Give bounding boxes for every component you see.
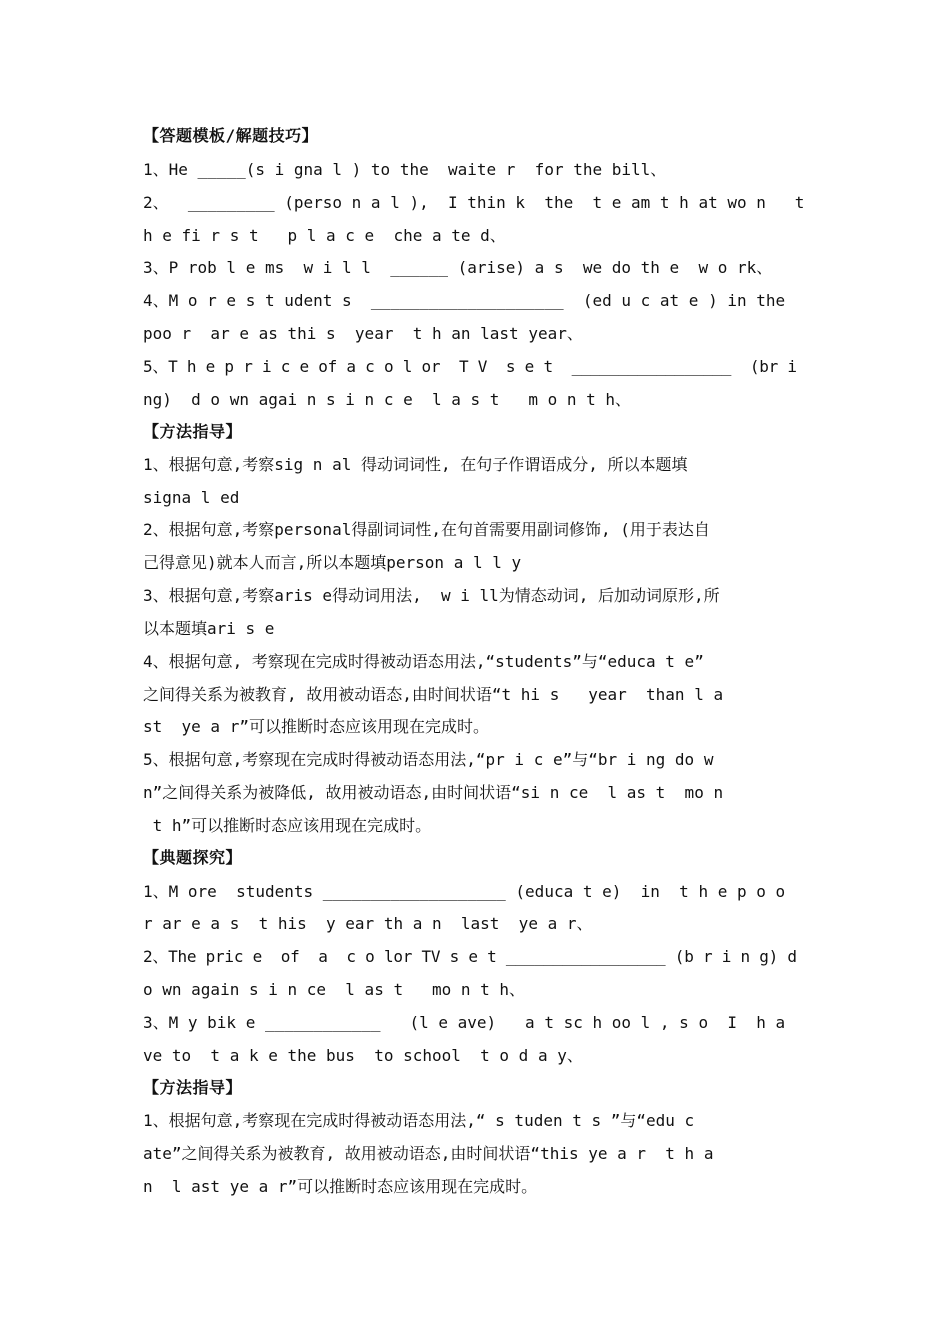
text-line: r ar e a s t his y ear th a n last ye a r、	[143, 914, 593, 933]
text-line: t h”可以推断时态应该用现在完成时。	[143, 816, 432, 835]
text-line: ng) d o wn agai n s i n c e l a s t m o n t h、	[143, 390, 632, 409]
text-line: 之间得关系为被教育, 故用被动语态,由时间状语“t hi s year than l a	[143, 685, 724, 704]
text-line: 3、P rob l e ms w i l l ______ (arise) a s we do th e w o rk、	[143, 258, 773, 277]
text-line: 5、T h e p r i c e of a c o l or T V s e t _________________ (br i	[143, 357, 797, 376]
text-line: ve to t a k e the bus to school t o d a y、	[143, 1046, 583, 1065]
text-line: 1、M ore students ___________________ (educa t e) in t h e p o o	[143, 882, 786, 901]
section-heading: 【方法指导】	[143, 422, 243, 441]
text-line: 2、The pric e of a c o lor TV s e t _________________ (b r i n g) d	[143, 947, 797, 966]
text-line: 1、根据句意,考察sig n al 得动词词性, 在句子作谓语成分, 所以本题填	[143, 455, 688, 474]
section-heading: 【典题探究】	[143, 848, 243, 867]
text-line: h e fi r s t p l a c e che a te d、	[143, 226, 506, 245]
section-heading: 【方法指导】	[143, 1078, 243, 1097]
text-line: 以本题填ari s e	[143, 619, 275, 638]
text-line: 3、M y bik e ____________ (l e ave) a t sc h oo l , s o I h a	[143, 1013, 786, 1032]
text-line: n”之间得关系为被降低, 故用被动语态,由时间状语“si n ce l as t mo n	[143, 783, 724, 802]
text-line: 2、 _________ (perso n a l ), I thin k the t e am t h at wo n t	[143, 193, 805, 212]
text-line: signa l ed	[143, 488, 240, 507]
text-line: 2、根据句意,考察personal得副词词性,在句首需要用副词修饰, (用于表达自	[143, 520, 710, 539]
text-line: n l ast ye a r”可以推断时态应该用现在完成时。	[143, 1177, 538, 1196]
text-line: 4、M o r e s t udent s ____________________ (ed u c at e ) in the	[143, 291, 786, 310]
text-line: 5、根据句意,考察现在完成时得被动语态用法,“pr i c e”与“br i ng do w	[143, 750, 714, 769]
text-line: 己得意见)就本人而言,所以本题填person a l l y	[143, 553, 522, 572]
text-line: 1、根据句意,考察现在完成时得被动语态用法,“ s tuden t s ”与“edu c	[143, 1111, 695, 1130]
text-line: o wn again s i n ce l as t mo n t h、	[143, 980, 526, 999]
text-line: 4、根据句意, 考察现在完成时得被动语态用法,“students”与“educa t e”	[143, 652, 704, 671]
text-line: 3、根据句意,考察aris e得动词用法, w i ll为情态动词, 后加动词原形,所	[143, 586, 720, 605]
text-line: ate”之间得关系为被教育, 故用被动语态,由时间状语“this ye a r t h a	[143, 1144, 714, 1163]
text-line: poo r ar e as thi s year t h an last year、	[143, 324, 583, 343]
section-heading: 【答题模板/解题技巧】	[143, 126, 319, 145]
text-line: st ye a r”可以推断时态应该用现在完成时。	[143, 717, 489, 736]
text-line: 1、He _____(s i gna l ) to the waite r for the bill、	[143, 160, 667, 179]
